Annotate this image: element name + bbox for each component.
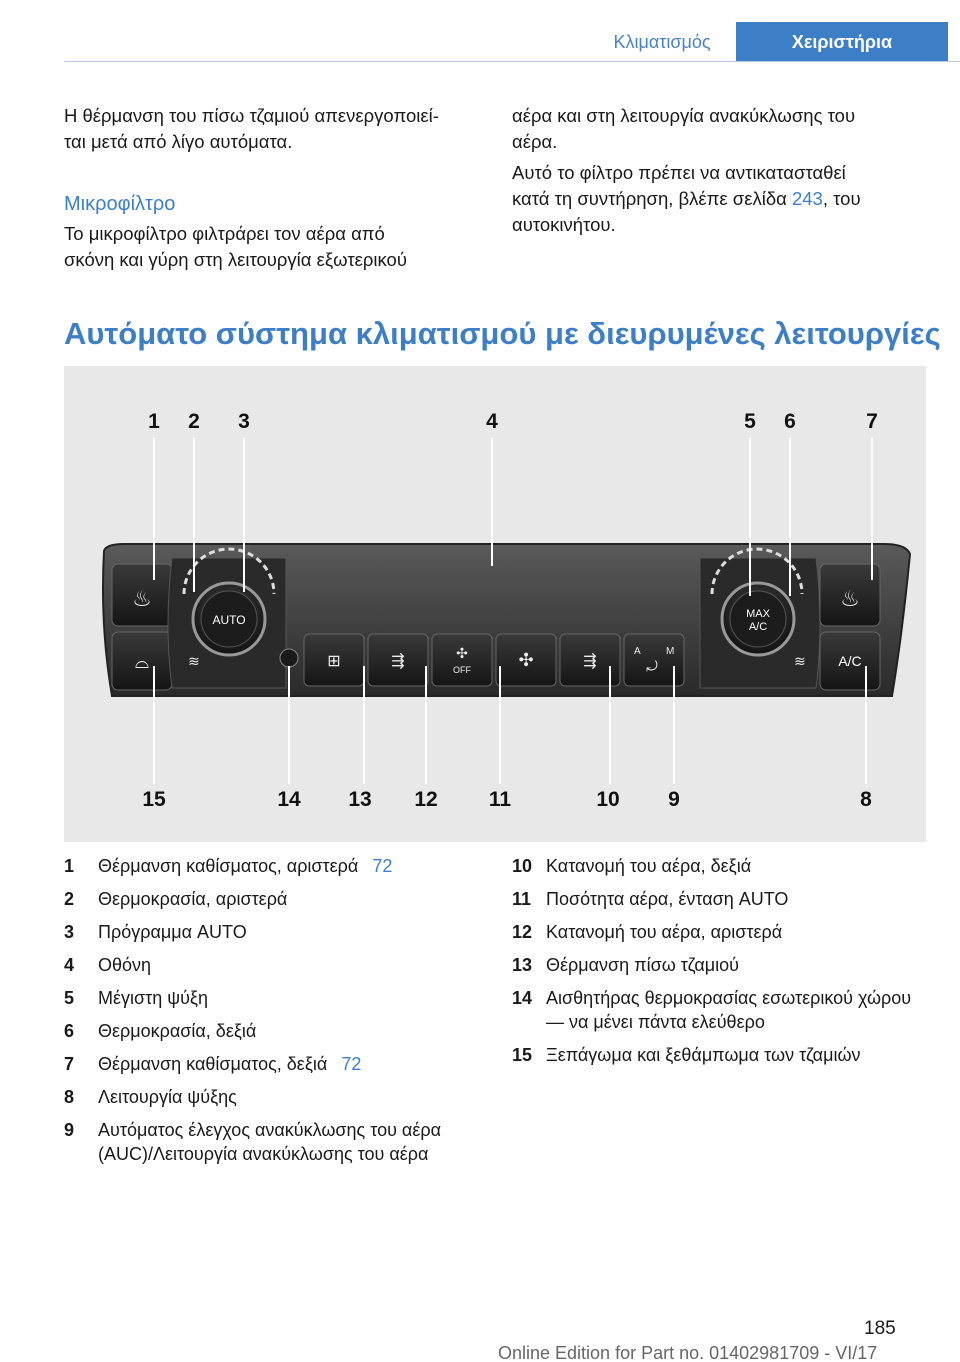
legend-left: [64, 854, 464, 1175]
legend-number: 1: [64, 856, 75, 876]
max-label: MAX: [746, 608, 770, 620]
col1-paragraph-1: [64, 103, 439, 155]
legend-number: 15: [512, 1045, 533, 1065]
temp-sensor: [280, 649, 298, 667]
legend-text: Αυτόματος έλεγχος ανακύκλωσης του αέρα (AUC)/Λειτουργία ανακύκλωσης του αέρα: [98, 1120, 442, 1164]
callout-9: 9: [668, 788, 680, 811]
section-heading: Αυτόματο σύστημα κλιματισμού με διευρυμένες λειτουργίες: [64, 316, 941, 351]
legend-number: 9: [64, 1120, 75, 1140]
page-number: 185: [864, 1318, 896, 1339]
callout-3: 3: [238, 410, 250, 433]
legend-text: Πρόγραμμα AUTO: [98, 922, 247, 942]
legend-number: 3: [64, 922, 75, 942]
legend-text: Κατανομή του αέρα, δεξιά: [546, 856, 752, 876]
text-line: [512, 186, 861, 212]
legend-item: [512, 953, 912, 977]
subheading-microfilter: Μικροφίλτρο: [64, 193, 176, 215]
air-dist-left-icon: ⇶: [391, 651, 405, 670]
recirc-icon: ⤾: [646, 659, 658, 675]
col2-paragraph-1: [512, 103, 855, 155]
legend-text: [98, 1052, 464, 1076]
legend-label: Θέρμανση καθίσματος, δεξιά: [98, 1054, 328, 1074]
legend-text: Κατανομή του αέρα, αριστερά: [546, 922, 783, 942]
fan-icon: ✣: [518, 650, 534, 671]
auc-a-label: A: [634, 646, 641, 657]
climate-control-figure: [64, 366, 926, 842]
text-line: αυτοκινήτου.: [512, 214, 616, 235]
callout-4: 4: [486, 410, 498, 433]
left-heat-small-icon: ≋: [188, 654, 200, 670]
auto-label: AUTO: [212, 613, 246, 627]
right-heat-small-icon: ≋: [794, 654, 806, 670]
header-bar: [588, 22, 948, 62]
legend-right: [512, 854, 912, 1076]
legend-page-link[interactable]: 72: [341, 1054, 362, 1074]
legend-item: [512, 986, 912, 1034]
legend-text: Μέγιστη ψύξη: [98, 988, 208, 1008]
legend-item: [512, 1043, 912, 1067]
header-divider: [64, 61, 960, 62]
seat-heat-left-icon: ♨: [132, 587, 152, 612]
text-line: σκόνη και γύρη στη λειτουργία εξωτερικού: [64, 249, 407, 270]
callout-10: 10: [596, 788, 620, 811]
text-span: κατά τη συντήρηση, βλέπε σελίδα: [512, 188, 792, 209]
page-link-243[interactable]: 243: [791, 188, 823, 209]
legend-text: Θερμοκρασία, δεξιά: [98, 1021, 257, 1041]
legend-text: Θερμοκρασία, αριστερά: [98, 889, 288, 909]
legend-text: Ποσότητα αέρα, ένταση AUTO: [546, 889, 789, 909]
footer-edition: Online Edition for Part no. 01402981709 - VI/17: [498, 1343, 878, 1362]
legend-number: 12: [512, 922, 533, 942]
legend-number: 6: [64, 1021, 75, 1041]
text-line: αέρα.: [512, 131, 558, 152]
legend-item: [512, 854, 912, 878]
legend-number: 4: [64, 955, 75, 975]
climate-panel-illustration: [64, 366, 926, 842]
header-section[interactable]: Κλιματισμός: [613, 32, 711, 52]
legend-text: Θέρμανση πίσω τζαμιού: [546, 955, 739, 975]
legend-text: Λειτουργία ψύξης: [98, 1087, 237, 1107]
legend-number: 7: [64, 1054, 75, 1074]
legend-item: [64, 1052, 464, 1076]
air-dist-right-icon: ⇶: [583, 651, 597, 670]
text-line: αέρα και στη λειτουργία ανακύκλωσης του: [512, 105, 856, 126]
legend-item: [64, 986, 464, 1010]
legend-item: [64, 1019, 464, 1043]
legend-item: [64, 887, 464, 911]
legend-item: [64, 953, 464, 977]
text-span: , του: [822, 188, 861, 209]
callout-6: 6: [784, 410, 796, 433]
rear-defrost-icon: ⊞: [327, 651, 341, 670]
defrost-icon: ⌓: [134, 652, 150, 673]
legend-number: 2: [64, 889, 75, 909]
legend-item: [512, 887, 912, 911]
fan-off-icon: ✣: [456, 646, 468, 662]
legend-item: [64, 1085, 464, 1109]
text-line: ται μετά από λίγο αυτόματα.: [64, 131, 293, 152]
col1-paragraph-2: [64, 221, 407, 273]
legend-item: [64, 1118, 464, 1166]
legend-number: 10: [512, 856, 533, 876]
fan-off-label: OFF: [453, 665, 471, 675]
callout-1: 1: [148, 410, 160, 433]
callout-12: 12: [414, 788, 438, 811]
callout-2: 2: [188, 410, 200, 433]
legend-text: [98, 854, 464, 878]
callout-14: 14: [277, 788, 301, 811]
callout-13: 13: [348, 788, 372, 811]
legend-item: [64, 854, 464, 878]
callout-5: 5: [744, 410, 756, 433]
text-line: Η θέρμανση του πίσω τζαμιού απενεργοποιεί-: [64, 105, 439, 126]
legend-item: [64, 920, 464, 944]
auc-m-label: M: [666, 646, 675, 657]
legend-text: Ξεπάγωμα και ξεθάμπωμα των τζαμιών: [546, 1045, 861, 1065]
legend-text: Αισθητήρας θερμοκρασίας εσωτερικού χώρου — να μένει πάντα ελεύθερο: [546, 988, 912, 1032]
callout-15: 15: [142, 788, 166, 811]
legend-label: Θέρμανση καθίσματος, αριστερά: [98, 856, 359, 876]
text-line: Αυτό το φίλτρο πρέπει να αντικατασταθεί: [512, 162, 846, 183]
callout-11: 11: [488, 788, 512, 811]
callout-8: 8: [860, 788, 872, 811]
text-line: Το μικροφίλτρο φιλτράρει τον αέρα από: [64, 223, 385, 244]
legend-number: 13: [512, 955, 533, 975]
legend-page-link[interactable]: 72: [372, 856, 393, 876]
ac-label: A/C: [838, 653, 862, 669]
legend-number: 11: [512, 889, 532, 909]
legend-number: 5: [64, 988, 75, 1008]
callout-7: 7: [866, 410, 878, 433]
legend-text: Οθόνη: [98, 955, 152, 975]
col2-paragraph-2: [512, 160, 861, 238]
header-tab[interactable]: Χειριστήρια: [736, 22, 948, 62]
legend-item: [512, 920, 912, 944]
seat-heat-right-icon: ♨: [840, 587, 860, 612]
legend-number: 14: [512, 988, 533, 1008]
legend-number: 8: [64, 1087, 75, 1107]
max-ac-label: A/C: [748, 621, 768, 633]
